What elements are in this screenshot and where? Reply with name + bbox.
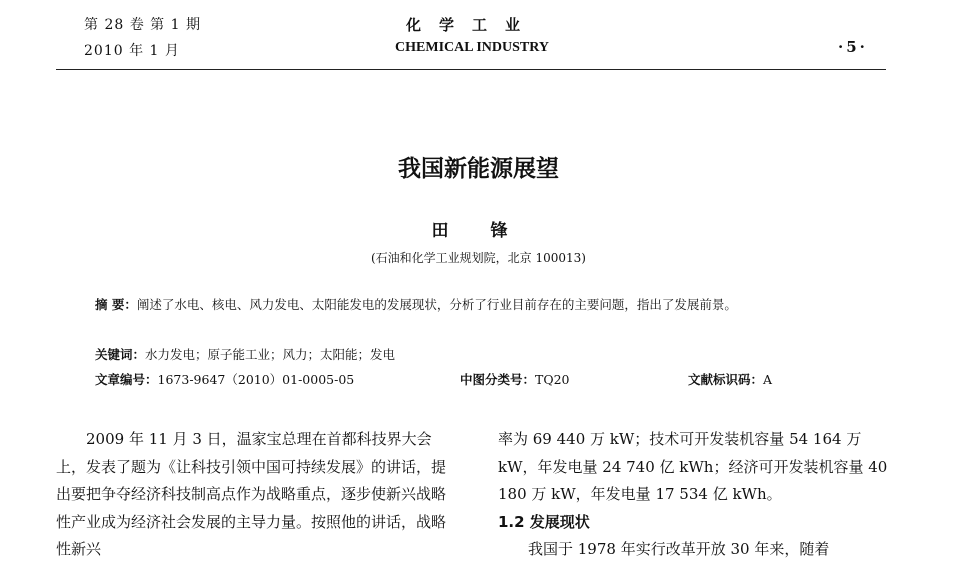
section-heading: 1.2 发展现状 [498,512,590,531]
article-title: 我国新能源展望 [398,156,559,182]
volume-issue: 第 28 卷 第 1 期 [84,17,201,33]
body-paragraph: 2009 年 11 月 3 日，温家宝总理在首都科技界大会上，发表了题为《让科技引领中国可持续发展》的讲话，提出要把争夺经济科技制高点作为战略重点，逐步使新兴战略性产业成为经济社会发展的主导力量。按照他的讲话，战略性新兴 [56,430,447,558]
keywords-text: 水力发电；原子能工业；风力；太阳能；发电 [145,347,396,362]
keywords-label: 关键词： [95,347,146,362]
body-paragraph-continuation: 率为 69 440 万 kW；技术可开发装机容量 54 164 万 kW，年发电量 24 740 亿 kWh；经济可开发装机容量 40 180 万 kW，年发电量 17 534 亿 kWh。 [498,430,888,503]
document-code [688,370,772,388]
clc-value: TQ20 [535,372,570,387]
journal-name-en: CHEMICAL INDUSTRY [395,40,549,55]
article-author: 田 锋 [431,221,526,241]
issue-date: 2010 年 1 月 [84,43,180,59]
abstract-text: 阐述了水电、核电、风力发电、太阳能发电的发展现状，分析了行业目前存在的主要问题，指出了发展前景。 [136,297,737,312]
body-paragraph: 我国于 1978 年实行改革开放 30 年来，随着 [528,540,830,558]
author-affiliation: (石油和化学工业规划院，北京 100013) [371,251,586,265]
abstract-label: 摘 要： [95,297,137,312]
article-number-label: 文章编号： [95,372,158,387]
body-column-right [498,426,888,564]
body-column-left [56,426,451,564]
clc-label: 中图分类号： [460,372,536,387]
article-number-value: 1673-9647（2010）01-0005-05 [157,372,355,387]
abstract [95,294,865,316]
clc-number [460,370,570,388]
journal-name-cn: 化学工业 [405,16,538,34]
keywords [95,344,865,366]
document-code-value: A [763,372,773,387]
document-code-label: 文献标识码： [688,372,764,387]
header-rule [56,69,886,70]
page-number: ·5· [838,38,868,56]
article-number [95,370,354,388]
